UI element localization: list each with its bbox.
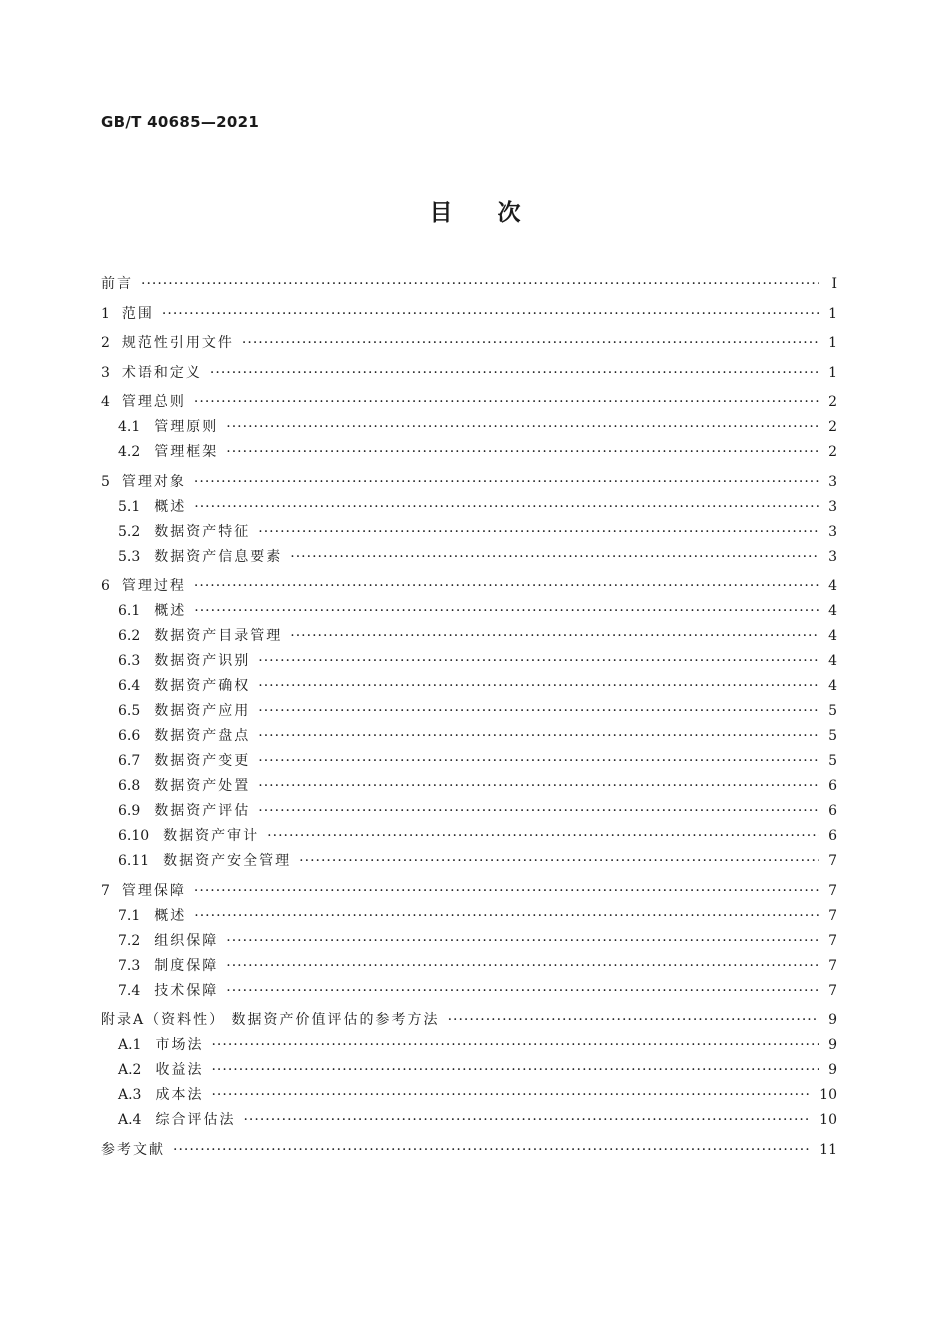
toc-entry[interactable] xyxy=(101,979,837,1004)
toc-entry[interactable] xyxy=(101,649,837,674)
toc-entry-label: 组织保障 xyxy=(154,932,219,949)
toc-entry-label: 数据资产应用 xyxy=(154,703,251,719)
toc-entry[interactable] xyxy=(101,415,837,440)
toc-entry[interactable] xyxy=(101,1033,837,1058)
toc-entry-label: 数据资产特征 xyxy=(154,523,251,540)
toc-entry-number: 7 xyxy=(101,882,110,899)
toc-entry[interactable] xyxy=(101,302,837,327)
toc-entry-page: 4 xyxy=(828,578,837,594)
toc-entry-number: 7.1 xyxy=(118,907,141,924)
toc-entry-number: 6.8 xyxy=(118,778,141,794)
toc-leader-dots xyxy=(226,415,819,440)
toc-entry-number: 6.10 xyxy=(118,828,150,844)
toc-leader-dots xyxy=(258,699,819,724)
toc-entry-label: 范围 xyxy=(121,305,154,322)
toc-entry-page: 3 xyxy=(828,523,837,540)
toc-entry-page: 7 xyxy=(828,957,837,974)
toc-leader-dots xyxy=(299,849,819,874)
toc-entry-number: 6.3 xyxy=(118,653,141,669)
toc-entry[interactable] xyxy=(101,774,837,799)
toc-entry-label: 成本法 xyxy=(155,1087,204,1103)
toc-entry-page: 4 xyxy=(828,678,837,694)
toc-entry[interactable] xyxy=(101,724,837,749)
toc-leader-dots xyxy=(226,979,819,1004)
standard-code: GB/T 40685—2021 xyxy=(101,113,260,131)
toc-leader-dots xyxy=(226,954,819,979)
toc-entry-label: 数据资产确权 xyxy=(154,678,251,694)
toc-entry-page: 1 xyxy=(828,305,837,322)
toc-entry[interactable] xyxy=(101,545,837,570)
toc-entry-number: 6.2 xyxy=(118,628,141,644)
toc-entry[interactable] xyxy=(101,954,837,979)
toc-entry-label: 数据资产审计 xyxy=(163,828,260,844)
toc-entry[interactable] xyxy=(101,331,837,356)
toc-entry-number: 6.4 xyxy=(118,678,141,694)
toc-entry-number: 4 xyxy=(101,394,110,410)
toc-entry-label: 数据资产变更 xyxy=(154,753,251,769)
toc-entry-page: 9 xyxy=(828,1012,837,1028)
toc-entry-page: 3 xyxy=(828,548,837,565)
toc-leader-dots xyxy=(194,495,819,520)
toc-entry-number: 4.1 xyxy=(118,419,141,435)
toc-entry[interactable] xyxy=(101,574,837,599)
toc-entry[interactable] xyxy=(101,470,837,495)
toc-entry-label: 管理过程 xyxy=(121,578,186,594)
toc-entry-page: 5 xyxy=(828,703,837,719)
toc-entry[interactable] xyxy=(101,879,837,904)
toc-entry-label: 数据资产评估 xyxy=(154,803,251,819)
toc-entry[interactable] xyxy=(101,624,837,649)
toc-leader-dots xyxy=(258,724,819,749)
toc-leader-dots xyxy=(173,1138,811,1163)
toc-entry-page: 4 xyxy=(828,603,837,619)
toc-entry[interactable] xyxy=(101,440,837,465)
toc-entry[interactable] xyxy=(101,1058,837,1083)
toc-entry-label: 附录A（资料性） 数据资产价值评估的参考方法 xyxy=(101,1012,440,1028)
page-title: 目次 xyxy=(429,200,566,226)
toc-entry-page: 1 xyxy=(828,364,837,381)
toc-entry-number: 6.7 xyxy=(118,753,141,769)
toc-entry-label: 数据资产处置 xyxy=(154,778,251,794)
toc-entry-number: 6.1 xyxy=(118,603,141,619)
toc-entry-label: 市场法 xyxy=(155,1037,204,1053)
toc-entry-label: 管理总则 xyxy=(121,394,186,410)
toc-leader-dots xyxy=(243,1108,811,1133)
toc-entry-page: 5 xyxy=(828,753,837,769)
toc-leader-dots xyxy=(267,824,819,849)
toc-entry[interactable] xyxy=(101,929,837,954)
table-of-contents xyxy=(101,272,837,1163)
toc-leader-dots xyxy=(226,929,819,954)
toc-entry[interactable] xyxy=(101,699,837,724)
toc-leader-dots xyxy=(226,440,819,465)
toc-entry-number: 6.11 xyxy=(118,853,150,869)
toc-entry[interactable] xyxy=(101,799,837,824)
toc-leader-dots xyxy=(258,674,819,699)
toc-leader-dots xyxy=(258,799,819,824)
toc-entry-page: 4 xyxy=(828,653,837,669)
toc-entry-page: 3 xyxy=(828,498,837,515)
toc-entry-page: 11 xyxy=(819,1141,837,1158)
toc-leader-dots xyxy=(194,904,819,929)
toc-entry-label: 概述 xyxy=(154,603,187,619)
toc-entry-label: 参考文献 xyxy=(101,1141,165,1158)
toc-entry[interactable] xyxy=(101,1008,837,1033)
toc-entry[interactable] xyxy=(101,520,837,545)
toc-entry-page: 10 xyxy=(819,1087,837,1103)
toc-leader-dots xyxy=(211,1058,819,1083)
toc-entry-page: 3 xyxy=(828,473,837,490)
toc-entry[interactable] xyxy=(101,1138,837,1163)
toc-entry-page: 7 xyxy=(828,982,837,999)
toc-entry-page: 7 xyxy=(828,907,837,924)
toc-entry-page: 2 xyxy=(828,394,837,410)
toc-entry-number: 7.4 xyxy=(118,982,141,999)
toc-entry-number: A.1 xyxy=(118,1037,142,1053)
toc-entry-number: 5.1 xyxy=(118,498,141,515)
toc-entry-label: 概述 xyxy=(154,907,187,924)
toc-entry-label: 数据资产安全管理 xyxy=(163,853,292,869)
toc-leader-dots xyxy=(194,390,819,415)
toc-entry-number: 3 xyxy=(101,364,110,381)
toc-entry-label: 管理框架 xyxy=(154,444,219,460)
toc-entry-page: 6 xyxy=(828,828,837,844)
toc-entry-page: 7 xyxy=(828,932,837,949)
toc-leader-dots xyxy=(242,331,819,356)
toc-leader-dots xyxy=(448,1008,819,1033)
toc-entry-number: 6 xyxy=(101,578,110,594)
toc-entry[interactable] xyxy=(101,495,837,520)
toc-entry-number: 1 xyxy=(101,305,110,322)
toc-entry-page: 1 xyxy=(828,335,837,351)
toc-entry-number: 7.2 xyxy=(118,932,141,949)
toc-entry-label: 技术保障 xyxy=(154,982,219,999)
toc-leader-dots xyxy=(211,1033,819,1058)
toc-entry-label: 制度保障 xyxy=(154,957,219,974)
toc-entry-number: 6.6 xyxy=(118,728,141,744)
toc-leader-dots xyxy=(258,774,819,799)
toc-entry-label: 概述 xyxy=(154,498,187,515)
toc-entry-label: 管理对象 xyxy=(121,473,186,490)
toc-entry-page: 7 xyxy=(828,853,837,869)
toc-entry-page: 7 xyxy=(828,882,837,899)
toc-entry[interactable] xyxy=(101,1108,837,1133)
toc-entry-page: 9 xyxy=(828,1062,837,1078)
toc-entry-page: 4 xyxy=(828,628,837,644)
toc-entry-label: 管理保障 xyxy=(121,882,186,899)
toc-entry-number: 4.2 xyxy=(118,444,141,460)
toc-entry[interactable] xyxy=(101,272,837,297)
toc-entry-label: 规范性引用文件 xyxy=(121,335,234,351)
toc-entry[interactable] xyxy=(101,904,837,929)
toc-entry-page: 6 xyxy=(828,778,837,794)
toc-entry-label: 数据资产信息要素 xyxy=(154,548,283,565)
toc-entry[interactable] xyxy=(101,390,837,415)
toc-entry-number: 6.5 xyxy=(118,703,141,719)
toc-leader-dots xyxy=(290,545,819,570)
toc-leader-dots xyxy=(210,361,819,386)
toc-entry-page: Ⅰ xyxy=(831,276,837,292)
toc-leader-dots xyxy=(258,649,819,674)
toc-entry-label: 前言 xyxy=(101,276,133,292)
toc-entry-label: 术语和定义 xyxy=(121,364,202,381)
toc-entry-label: 数据资产识别 xyxy=(154,653,251,669)
toc-entry-page: 10 xyxy=(819,1112,837,1128)
toc-entry-page: 5 xyxy=(828,728,837,744)
toc-leader-dots xyxy=(141,272,819,297)
toc-entry-number: 5 xyxy=(101,473,110,490)
toc-entry-page: 2 xyxy=(828,419,837,435)
toc-entry-number: 7.3 xyxy=(118,957,141,974)
toc-entry-page: 9 xyxy=(828,1037,837,1053)
toc-leader-dots xyxy=(258,520,819,545)
toc-leader-dots xyxy=(194,879,819,904)
toc-entry-number: 2 xyxy=(101,335,110,351)
toc-entry-number: A.2 xyxy=(118,1062,142,1078)
toc-entry-label: 数据资产目录管理 xyxy=(154,628,283,644)
toc-entry-page: 6 xyxy=(828,803,837,819)
toc-entry-number: A.4 xyxy=(118,1112,142,1128)
toc-entry[interactable] xyxy=(101,849,837,874)
toc-leader-dots xyxy=(194,470,819,495)
toc-leader-dots xyxy=(258,749,819,774)
toc-entry-number: A.3 xyxy=(118,1087,142,1103)
toc-entry[interactable] xyxy=(101,824,837,849)
toc-entry-page: 2 xyxy=(828,444,837,460)
toc-entry[interactable] xyxy=(101,674,837,699)
toc-leader-dots xyxy=(194,574,819,599)
toc-leader-dots xyxy=(290,624,819,649)
toc-entry[interactable] xyxy=(101,599,837,624)
toc-leader-dots xyxy=(211,1083,811,1108)
toc-entry[interactable] xyxy=(101,361,837,386)
toc-entry-number: 5.2 xyxy=(118,523,141,540)
toc-leader-dots xyxy=(194,599,819,624)
toc-entry-label: 收益法 xyxy=(155,1062,204,1078)
toc-entry[interactable] xyxy=(101,1083,837,1108)
toc-leader-dots xyxy=(162,302,819,327)
toc-entry-number: 5.3 xyxy=(118,548,141,565)
toc-entry-label: 管理原则 xyxy=(154,419,219,435)
toc-entry-label: 综合评估法 xyxy=(155,1112,236,1128)
toc-entry-number: 6.9 xyxy=(118,803,141,819)
toc-entry-label: 数据资产盘点 xyxy=(154,728,251,744)
toc-entry[interactable] xyxy=(101,749,837,774)
